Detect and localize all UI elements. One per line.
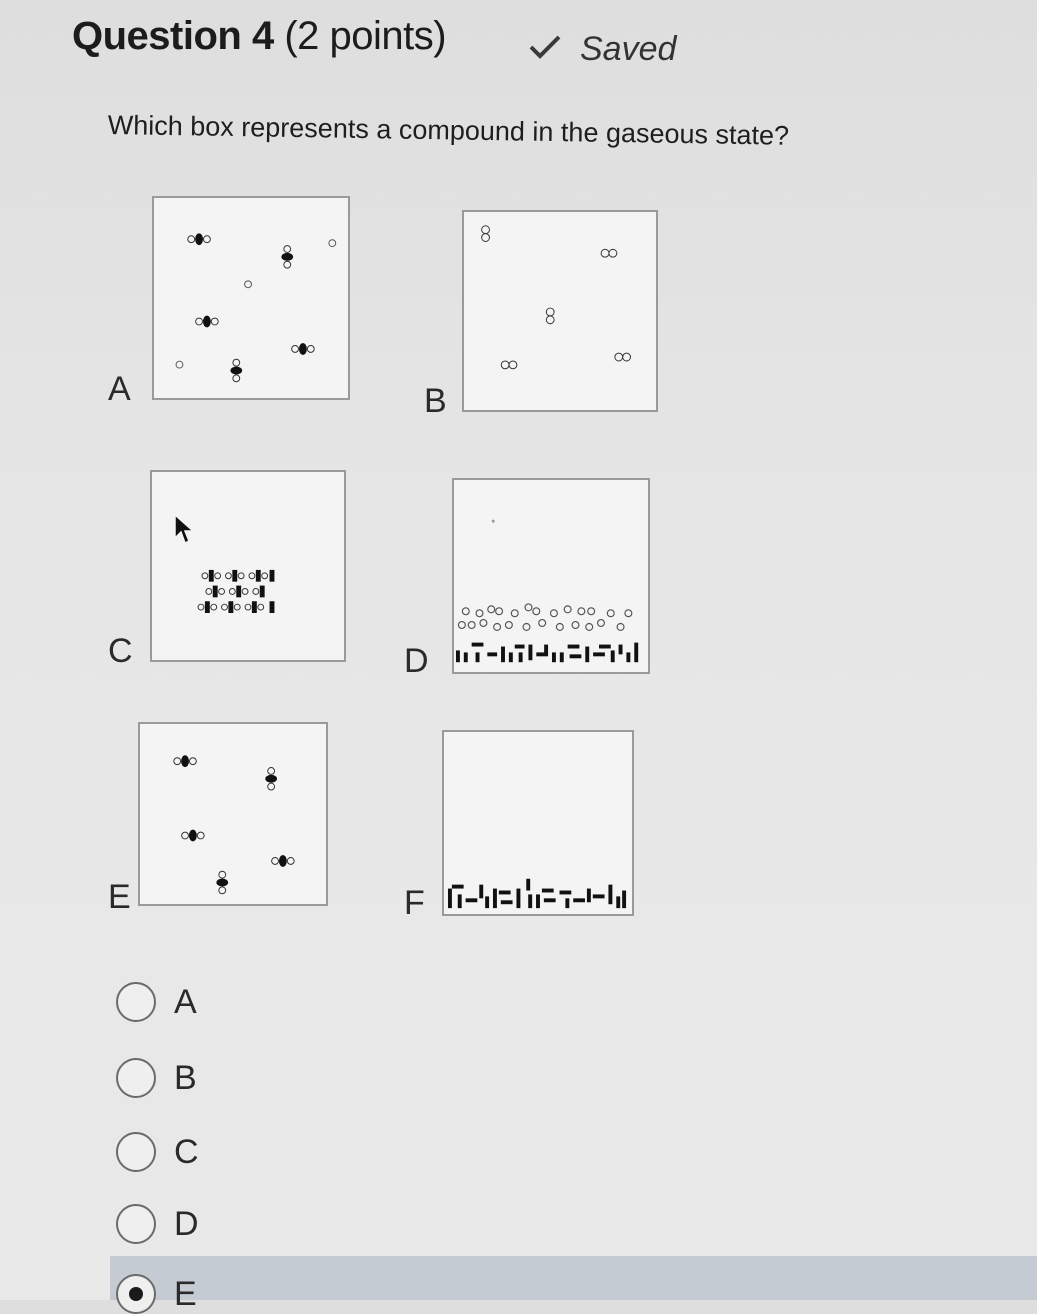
radio-selected-dot — [129, 1287, 143, 1301]
liquid-layer-molecules — [448, 879, 626, 908]
option-e-radio[interactable] — [116, 1274, 156, 1314]
compound-molecule — [292, 343, 315, 355]
figure-c-label: C — [108, 632, 133, 670]
atom — [329, 240, 336, 247]
option-a-label: A — [174, 982, 197, 1021]
mouse-pointer-icon — [174, 514, 194, 553]
option-e-label: E — [174, 1274, 197, 1313]
option-d[interactable] — [116, 1204, 199, 1244]
option-e[interactable] — [116, 1274, 197, 1314]
checkmark-icon — [528, 30, 562, 69]
figure-b-label: B — [424, 382, 447, 420]
diatomic-molecule — [501, 361, 517, 369]
option-d-label: D — [174, 1204, 199, 1243]
saved-label: Saved — [580, 30, 677, 68]
figure-d-label: D — [404, 642, 429, 680]
question-points: (2 points) — [284, 14, 447, 58]
diatomic-molecule — [546, 308, 554, 324]
solid-compound-lattice — [198, 570, 274, 613]
dust-speck — [492, 520, 495, 523]
compound-molecule — [182, 830, 205, 842]
compound-molecule — [174, 755, 197, 767]
compound-molecule — [188, 233, 211, 245]
question-title — [72, 14, 446, 59]
diatomic-molecule — [601, 249, 617, 257]
option-b-label: B — [174, 1058, 197, 1097]
compound-molecule — [196, 316, 219, 328]
liquid-layer-molecules — [456, 643, 638, 663]
saved-status — [528, 30, 676, 69]
option-c-label: C — [174, 1132, 199, 1171]
figure-f-label: F — [404, 884, 425, 922]
figure-e-box — [138, 722, 328, 906]
question-number: Question 4 — [72, 14, 274, 58]
figure-b-box — [462, 210, 658, 412]
figure-e-label: E — [108, 878, 131, 916]
atom — [176, 361, 183, 368]
gas-layer-molecules — [458, 604, 631, 630]
compound-molecule — [216, 871, 228, 894]
option-c[interactable] — [116, 1132, 199, 1172]
atom — [245, 281, 252, 288]
selected-option-highlight — [110, 1256, 1037, 1300]
diatomic-molecule — [482, 226, 490, 242]
diatomic-molecule — [615, 353, 631, 361]
figure-d-box — [452, 478, 650, 674]
option-b[interactable] — [116, 1058, 197, 1098]
figure-c-box — [150, 470, 346, 662]
option-c-radio[interactable] — [116, 1132, 156, 1172]
compound-molecule — [281, 246, 293, 269]
option-d-radio[interactable] — [116, 1204, 156, 1244]
option-a[interactable] — [116, 982, 197, 1022]
compound-molecule — [265, 768, 277, 791]
compound-molecule — [230, 359, 242, 382]
figure-a-label: A — [108, 370, 131, 408]
question-prompt: Which box represents a compound in the gaseous state? — [107, 110, 790, 151]
figure-f-box — [442, 730, 634, 916]
figure-a-box — [152, 196, 350, 400]
compound-molecule — [272, 855, 295, 867]
option-b-radio[interactable] — [116, 1058, 156, 1098]
option-a-radio[interactable] — [116, 982, 156, 1022]
